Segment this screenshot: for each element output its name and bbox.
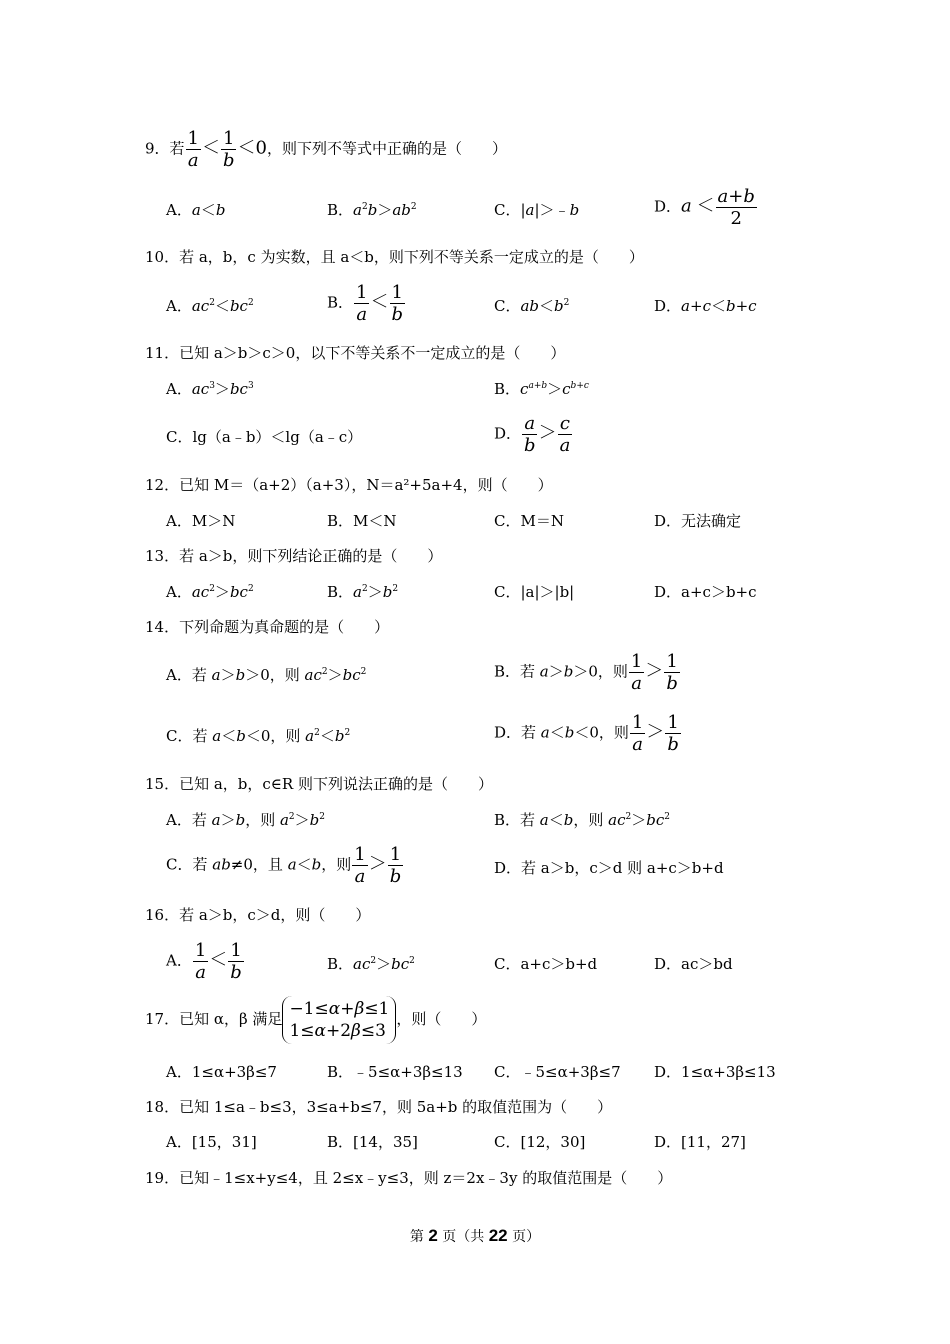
q14-option-b[interactable]: B．若 a＞b＞0，则 $\frac{1}{a}$ ＞ $\frac{1}{b}$ (494, 651, 678, 694)
q14-option-d[interactable]: D．若 a＜b＜0，则 $\frac{1}{a}$ ＞ $\frac{1}{b}$ (494, 712, 679, 755)
q15-stem: 15．已知 a，b，c∈R 则下列说法正确的是（ ） (145, 775, 493, 793)
q16-option-d[interactable]: D．ac＞bd (654, 955, 733, 973)
q17-option-d[interactable]: D．1≤α+3β≤13 (654, 1063, 776, 1081)
q12-option-b[interactable]: B．M＜N (327, 512, 397, 530)
q16-option-a[interactable]: A． $\frac{1}{a}$ ＜ $\frac{1}{b}$ (166, 940, 242, 983)
q16-option-b[interactable]: B．$ac^2>bc^2$ (327, 955, 415, 973)
q18-option-c[interactable]: C．[12，30] (494, 1133, 586, 1151)
q10-option-d[interactable]: D．a+c＜b+c (654, 297, 757, 315)
q11-option-b[interactable]: B．$c^{a+b}>c^{b+c}$ (494, 380, 589, 398)
q9-stem: 9．若 $\frac{1}{a}$ ＜ $\frac{1}{b}$ ＜0，则下列不等式中正确的是（ ） (145, 128, 507, 171)
q11-option-d[interactable]: D． $\frac{a}{b}$ ＞ $\frac{c}{a}$ (494, 413, 571, 456)
q12-option-a[interactable]: A．M＞N (166, 512, 236, 530)
q10-option-b[interactable]: B． $\frac{1}{a}$ ＜ $\frac{1}{b}$ (327, 282, 404, 325)
q17-system: −1≤α+β≤1 1≤α+2β≤3 (282, 996, 396, 1044)
q17-option-b[interactable]: B．﹣5≤α+3β≤13 (327, 1063, 463, 1081)
q15-option-d[interactable]: D．若 a＞b，c＞d 则 a+c＞b+d (494, 859, 724, 877)
q15-option-a[interactable]: A．若 a＞b，则 $a^2>b^2$ (166, 811, 326, 829)
q14-stem: 14．下列命题为真命题的是（ ） (145, 618, 390, 636)
q13-option-c[interactable]: C．|a|＞|b| (494, 583, 575, 601)
q18-option-a[interactable]: A．[15，31] (166, 1133, 257, 1151)
q9-option-b[interactable]: B．$a^2b>ab^2$ (327, 201, 417, 219)
q13-option-d[interactable]: D．a+c＞b+c (654, 583, 757, 601)
q13-stem: 13．若 a＞b，则下列结论正确的是（ ） (145, 547, 443, 565)
q15-option-c[interactable]: C．若 ab≠0，且 a＜b，则 $\frac{1}{a}$ ＞ $\frac{1}{b}$ (166, 844, 402, 887)
q11-option-a[interactable]: A．$ac^3>bc^3$ (166, 380, 254, 398)
q10-option-c[interactable]: C．$ab<b^2$ (494, 297, 570, 315)
q9-option-a[interactable]: A．a＜b (166, 201, 226, 219)
q13-option-b[interactable]: B．$a^2>b^2$ (327, 583, 399, 601)
q9-option-d[interactable]: D．a ＜ $\frac{a+b}{2}$ (654, 186, 755, 229)
q16-option-c[interactable]: C．a+c＞b+d (494, 955, 598, 973)
q18-stem: 18．已知 1≤a﹣b≤3，3≤a+b≤7，则 5a+b 的取值范围为（ ） (145, 1098, 613, 1116)
q15-option-b[interactable]: B．若 a＜b，则 $ac^2>bc^2$ (494, 811, 670, 829)
q12-stem: 12．已知 M＝（a+2）（a+3），N＝a²+5a+4，则（ ） (145, 476, 553, 494)
q12-option-d[interactable]: D．无法确定 (654, 512, 742, 530)
q13-option-a[interactable]: A．$ac^2>bc^2$ (166, 583, 254, 601)
q14-option-c[interactable]: C．若 a＜b＜0，则 $a^2<b^2$ (166, 727, 351, 745)
page-footer: 第 2 页（共 22 页） (409, 1226, 541, 1245)
q16-stem: 16．若 a＞b，c＞d，则（ ） (145, 906, 371, 924)
q10-option-a[interactable]: A．$ac^2<bc^2$ (166, 297, 254, 315)
q17-option-a[interactable]: A．1≤α+3β≤7 (166, 1063, 277, 1081)
q11-option-c[interactable]: C．lg（a﹣b）＜lg（a﹣c） (166, 428, 363, 446)
q11-stem: 11．已知 a＞b＞c＞0，以下不等关系不一定成立的是（ ） (145, 344, 566, 362)
q17-stem: 17．已知 α，β 满足 −1≤α+β≤1 1≤α+2β≤3 ，则（ ） (145, 996, 486, 1044)
q12-option-c[interactable]: C．M＝N (494, 512, 564, 530)
q14-option-a[interactable]: A．若 a＞b＞0，则 $ac^2>bc^2$ (166, 666, 367, 684)
q18-option-b[interactable]: B．[14，35] (327, 1133, 418, 1151)
q9-option-c[interactable]: C．|a|＞﹣b (494, 201, 580, 219)
q17-option-c[interactable]: C．﹣5≤α+3β≤7 (494, 1063, 621, 1081)
q10-stem: 10．若 a，b，c 为实数，且 a＜b，则下列不等关系一定成立的是（ ） (145, 248, 644, 266)
q18-option-d[interactable]: D．[11，27] (654, 1133, 746, 1151)
q19-stem: 19．已知﹣1≤x+y≤4，且 2≤x﹣y≤3，则 z＝2x﹣3y 的取值范围是（ ） (145, 1169, 673, 1187)
